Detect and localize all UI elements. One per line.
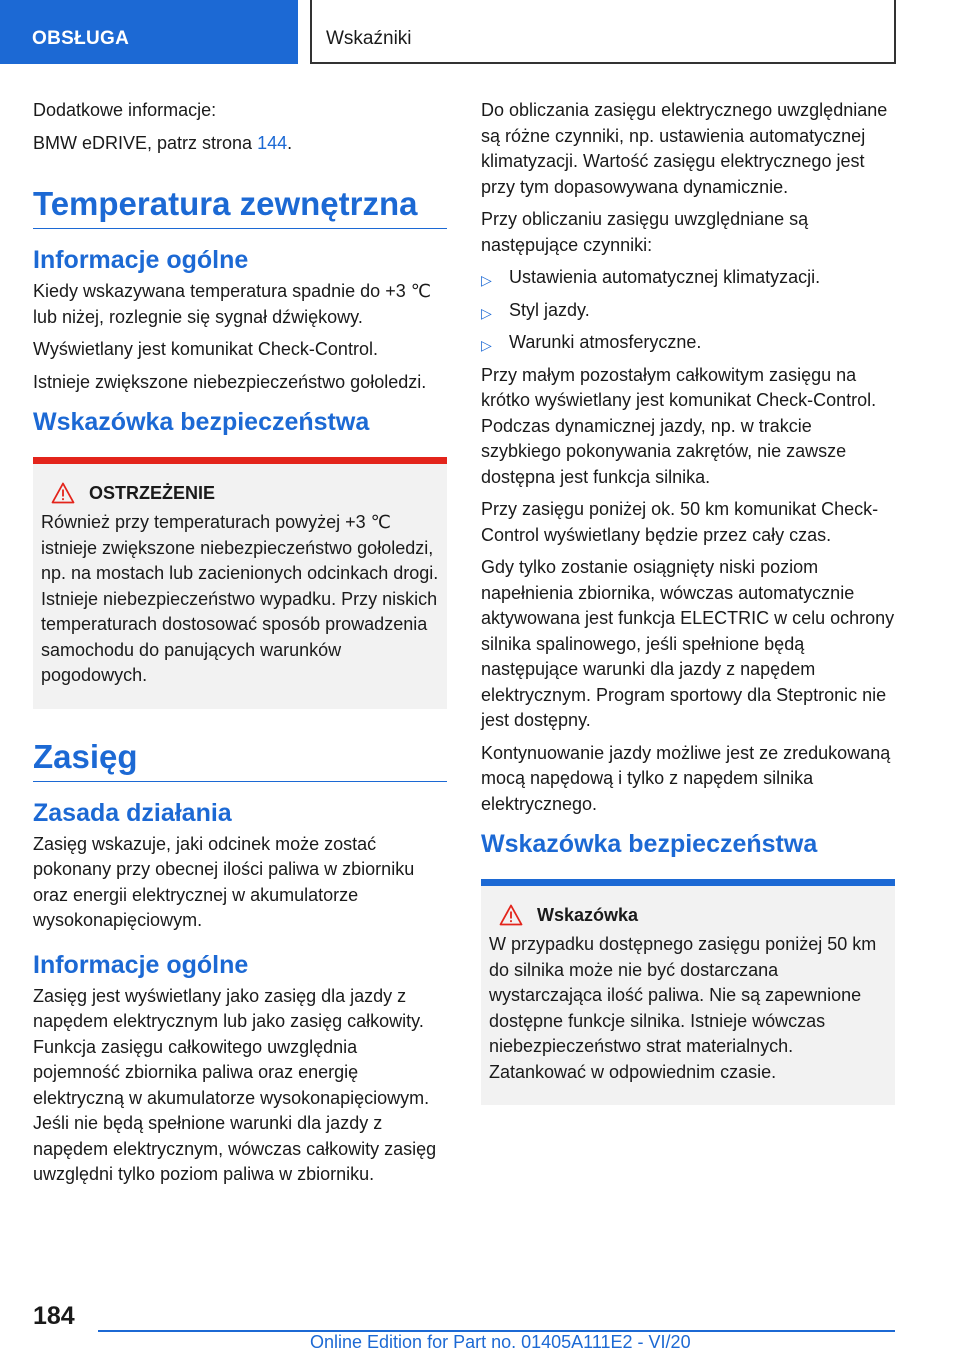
paragraph: Kontynuowanie jazdy możliwe jest ze zredukowaną mocą napędową i tylko z napędem silnika elektrycznego. <box>481 742 891 814</box>
paragraph: Wyświetlany jest komunikat Check-Control. <box>33 339 378 359</box>
warning-triangle-icon <box>51 482 75 504</box>
factor-list <box>481 265 895 356</box>
paragraph: Przy zasięgu poniżej ok. 50 km komunikat Check-Control wyświetlany będzie przez cały czas. <box>481 499 879 545</box>
heading-range: Zasięg <box>33 737 447 782</box>
paragraph: Zasięg wskazuje, jaki odcinek może zostać pokonany przy obecnej ilości paliwa w zbiorniku oraz energii elektrycznej w akumulatorze wysokonapięciowym. <box>33 833 415 930</box>
triangle-bullet-icon: ▷ <box>481 304 492 321</box>
page-footer <box>0 1296 960 1362</box>
page-number: 184 <box>33 1302 75 1330</box>
paragraph: Do obliczania zasięgu elektrycznego uwzględniane są różne czynniki, np. ustawienia automatycznej klimatyzacji. Wartość zasięgu elektrycznego jest przy tym dopasowywana dynamicznie. <box>481 100 888 197</box>
paragraph: Przy obliczaniu zasięgu uwzględniane są następujące czynniki: <box>481 209 809 255</box>
section-tab: OBSŁUGA <box>0 0 298 64</box>
paragraph: Kiedy wskazywana temperatura spadnie do +3 ℃ lub niżej, rozlegnie się sygnał dźwiękowy. <box>33 281 431 327</box>
chapter-title: Wskaźniki <box>310 0 896 64</box>
right-column <box>481 98 895 1105</box>
list-item: ▷ Ustawienia automatycznej klimatyzacji. <box>481 265 895 291</box>
heading-principle: Zasada działania <box>33 798 232 827</box>
warning-title: OSTRZEŻENIE <box>41 482 439 504</box>
triangle-bullet-icon: ▷ <box>481 337 492 353</box>
intro-reference: BMW eDRIVE, patrz strona 144. <box>33 132 293 153</box>
notice-text: W przypadku dostępnego zasięgu poniżej 50 km do silnika może nie być dostarczana wystarczająca ilość paliwa. Nie są zapewnione dostępne funkcje silnika. Istnieje wówczas niebezpieczeństwo strat materialnych. Zatankować w odpowiednim czasie. <box>489 934 877 1082</box>
warning-box <box>33 457 447 709</box>
heading-outside-temperature: Temperatura zewnętrzna <box>33 184 447 229</box>
paragraph: Gdy tylko zostanie osiągnięty niski poziom napełnienia zbiornika, wówczas automatycznie aktywowana jest funkcja ELECTRIC w celu ochrony silnika spalinowego, jeśli spełnione będą następujące warunki dla jazdy z napędem elektrycznym. Program sportowy dla Steptronic nie jest dostępny. <box>481 557 895 730</box>
paragraph: Przy małym pozostałym całkowitym zasięgu na krótko wyświetlany jest komunikat Check-Control. Podczas dynamicznej jazdy, np. w trakcie szybkiego pokonywania zakrętów, nie zawsze dostępna jest funkcja silnika. <box>481 364 877 487</box>
paragraph: Istnieje zwiększone niebezpieczeństwo gołoledzi. <box>33 371 427 392</box>
notice-box <box>481 879 895 1105</box>
page-link[interactable]: 144 <box>257 132 288 153</box>
heading-safety-note: Wskazówka bezpieczeństwa <box>33 408 370 436</box>
list-item: ▷ Warunki atmosferyczne. <box>481 330 895 356</box>
warning-text: Również przy temperaturach powyżej +3 ℃ istnieje zwiększone niebezpieczeństwo gołoledzi, np. na mostach lub zacienionych odcinkach drogi. Istnieje niebezpieczeństwo wypadku. Przy niskich temperaturach dostosować sposób prowadzenia samochodu do panujących warunków pogodowych. <box>41 512 439 685</box>
notice-title: Wskazówka <box>489 904 887 926</box>
intro-line: Dodatkowe informacje: <box>33 100 217 120</box>
edition-link[interactable]: Online Edition for Part no. 01405A111E2 - VI/20 <box>310 1332 691 1352</box>
heading-general-info: Informacje ogólne <box>33 246 249 274</box>
heading-safety-note-2: Wskazówka bezpieczeństwa <box>481 830 818 858</box>
triangle-bullet-icon: ▷ <box>481 272 492 288</box>
list-item: ▷ Styl jazdy. <box>481 298 895 324</box>
heading-general-info-2: Informacje ogólne <box>33 950 249 979</box>
warning-triangle-icon <box>499 904 523 926</box>
paragraph: Zasięg jest wyświetlany jako zasięg dla jazdy z napędem elektrycznym lub jako zasięg całkowity. Funkcja zasięgu całkowitego uwzględnia pojemność zbiornika paliwa oraz energię elektryczną w akumulatorze wysokonapięciowym. Jeśli nie będą spełnione warunki dla jazdy z napędem elektrycznym, wówczas całkowity zasięg uwzględni tylko poziom paliwa w zbiorniku. <box>33 985 437 1184</box>
left-column <box>33 98 447 1195</box>
